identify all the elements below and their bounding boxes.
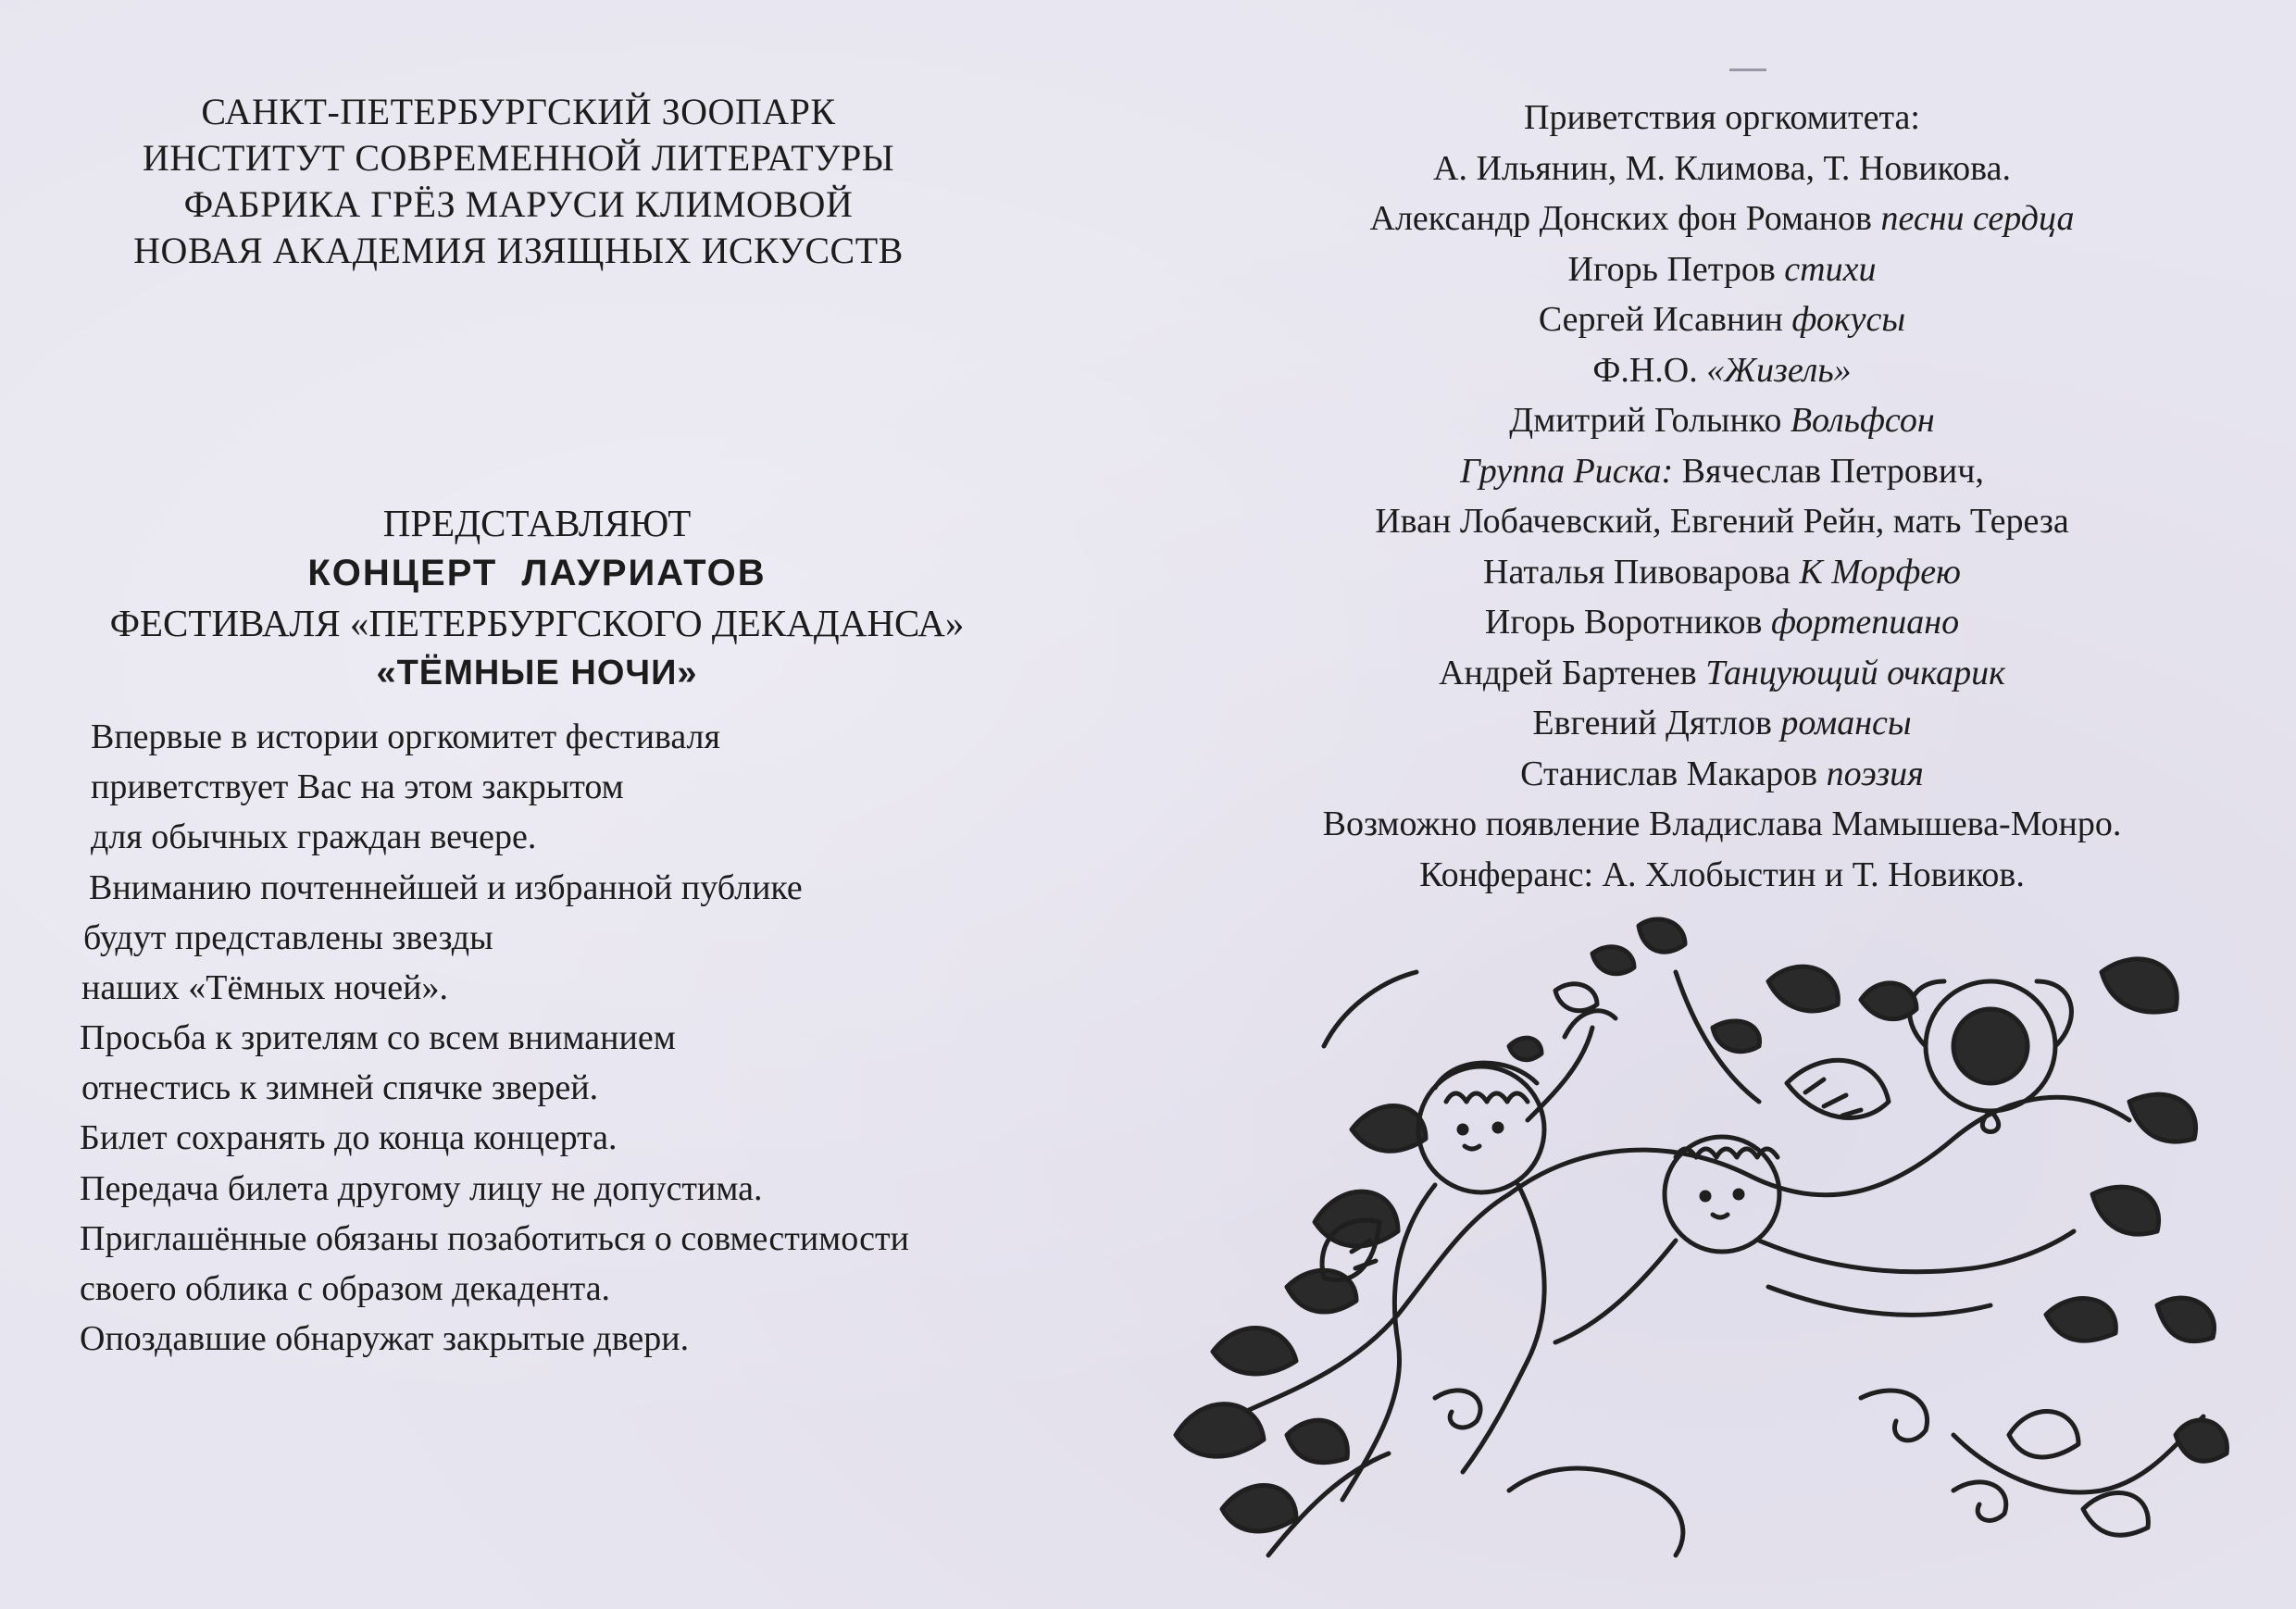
- presents-verb: ПРЕДСТАВЛЯЮТ: [382, 502, 692, 544]
- organizer-line: ФАБРИКА ГРЁЗ МАРУСИ КЛИМОВОЙ: [183, 183, 854, 225]
- program-item: Сергей Исавнин фокусы: [1538, 300, 1906, 339]
- concert-heading: КОНЦЕРТ ЛАУРИАТОВ: [307, 553, 767, 593]
- program-act: Вольфсон: [1790, 401, 1935, 440]
- program-item: Андрей Бартенев Танцующий очкарик: [1439, 653, 2005, 692]
- organizer-line: САНКТ-ПЕТЕРБУРГСКИЙ ЗООПАРК: [201, 91, 836, 132]
- program-item: Евгений Дятлов романсы: [1532, 704, 1912, 742]
- program-item: Александр Донских фон Романов песни сердца: [1369, 199, 2075, 238]
- program-act: романсы: [1780, 704, 1912, 742]
- notice-line: Вниманию почтеннейшей и избранной публике: [89, 868, 803, 907]
- fold-mark: [1729, 69, 1766, 71]
- notice-line: Билет сохранять до конца концерта.: [80, 1118, 618, 1157]
- notice-block: [0, 0, 1111, 1609]
- program-item: Ф.Н.О. «Жизель»: [1592, 350, 1852, 390]
- notice-line: будут представлены звезды: [83, 918, 493, 957]
- notice-line: Приглашённые обязаны позаботиться о совместимости: [80, 1219, 909, 1258]
- program-item: Конферанс: А. Хлобыстин и Т. Новиков.: [1419, 854, 2025, 894]
- organizer-line: НОВАЯ АКАДЕМИЯ ИЗЯЩНЫХ ИСКУССТВ: [133, 230, 904, 271]
- program-act: фокусы: [1791, 300, 1906, 339]
- event-title: «ТЁМНЫЕ НОЧИ»: [376, 654, 698, 692]
- program-item: Группа Риска: Вячеслав Петрович,: [1460, 451, 1984, 491]
- program-item: Игорь Воротников фортепиано: [1484, 603, 1960, 642]
- notice-line: Передача билета другому лицу не допустима.: [80, 1169, 763, 1208]
- program-act: поэзия: [1826, 754, 1924, 793]
- program-item: А. Ильянин, М. Климова, Т. Новикова.: [1433, 148, 2011, 188]
- program-item: Возможно появление Владислава Мамышева-Монро.: [1322, 804, 2122, 843]
- program-act: песни сердца: [1880, 199, 2075, 238]
- festival-heading: ФЕСТИВАЛЯ «ПЕТЕРБУРГСКОГО ДЕКАДАНСА»: [109, 602, 965, 644]
- program-act: «Жизель»: [1706, 350, 1852, 390]
- program-item: Дмитрий Голынко Вольфсон: [1509, 401, 1935, 440]
- program-act: К Морфею: [1799, 552, 1961, 592]
- notice-line: Просьба к зрителям со всем вниманием: [80, 1018, 676, 1057]
- notice-line: наших «Тёмных ночей».: [81, 968, 448, 1007]
- program-group: Группа Риска:: [1460, 451, 1674, 491]
- program-block: [1185, 93, 2259, 900]
- program-item: Игорь Петров стихи: [1567, 249, 1877, 289]
- program-item: Приветствия оргкомитета:: [1524, 98, 1920, 137]
- program-item: Иван Лобачевский, Евгений Рейн, мать Тереза: [1375, 502, 2069, 541]
- cherubs-with-flowers-icon: [1157, 917, 2240, 1574]
- notice-line: для обычных граждан вечере.: [91, 817, 537, 856]
- program-act: Танцующий очкарик: [1705, 653, 2005, 692]
- notice-line: своего облика с образом декадента.: [80, 1269, 611, 1308]
- notice-line: Впервые в истории оргкомитет фестиваля: [91, 717, 720, 756]
- notice-line: приветствует Вас на этом закрытом: [91, 767, 624, 806]
- program-act: фортепиано: [1770, 603, 1960, 642]
- program-item: Наталья Пивоварова К Морфею: [1483, 552, 1961, 592]
- notice-line: отнестись к зимней спячке зверей.: [81, 1068, 599, 1107]
- program-act: стихи: [1784, 249, 1877, 289]
- program-item: Станислав Макаров поэзия: [1520, 754, 1924, 793]
- organizer-line: ИНСТИТУТ СОВРЕМЕННОЙ ЛИТЕРАТУРЫ: [142, 137, 895, 179]
- notice-line: Опоздавшие обнаружат закрытые двери.: [80, 1319, 690, 1358]
